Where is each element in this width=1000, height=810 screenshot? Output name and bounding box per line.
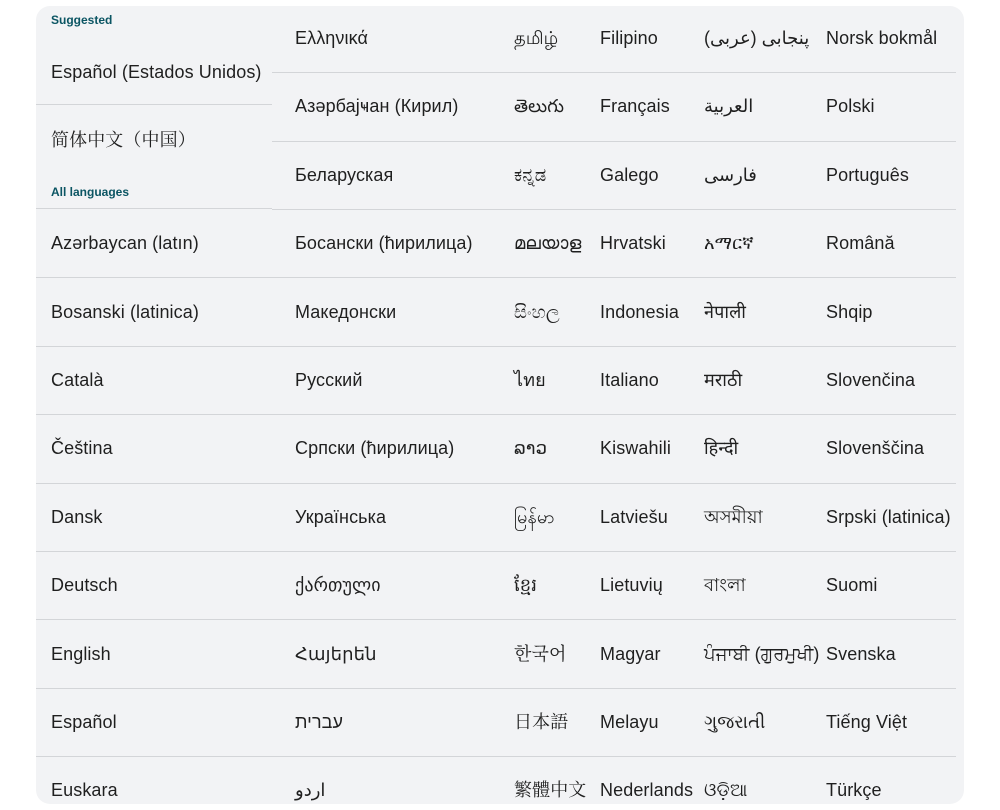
suggested-language-item[interactable]: Español (Estados Unidos) [51,62,262,82]
language-item[interactable]: Norsk bokmål [826,28,938,48]
row-divider [596,346,700,347]
language-item[interactable]: Srpski (latinica) [826,506,951,527]
row-divider [492,619,596,620]
language-item[interactable]: Türkçe [826,780,882,801]
language-item[interactable]: Shqip [826,301,873,322]
row-divider [700,619,822,620]
language-item[interactable]: עברית [295,712,344,732]
language-item[interactable]: Română [826,233,895,254]
row-divider [822,619,956,620]
row-divider [822,414,956,415]
language-item[interactable]: ଓଡ଼ିଆ [704,780,748,801]
language-item[interactable]: हिन्दी [704,438,739,459]
row-divider [596,209,700,210]
language-item[interactable]: ਪੰਜਾਬੀ (ਗੁਰਮੁਖੀ) [704,643,820,664]
language-item[interactable]: Kiswahili [600,438,671,459]
row-divider [36,619,272,620]
row-divider [492,551,596,552]
row-divider [492,688,596,689]
section-divider [36,208,272,209]
row-divider [492,277,596,278]
language-item[interactable]: العربية [704,96,754,117]
row-divider [272,688,492,689]
language-picker-panel [36,6,964,804]
language-item[interactable]: Українська [295,506,387,527]
row-divider [822,551,956,552]
language-item[interactable]: Босански (ћирилица) [295,233,473,254]
language-item[interactable]: Melayu [600,712,659,732]
language-item[interactable]: සිංහල [514,301,560,322]
language-item[interactable]: اردو [295,780,326,801]
row-divider [700,141,822,142]
language-item[interactable]: Беларуская [295,164,394,185]
row-divider [272,209,492,210]
row-divider [700,756,822,757]
language-item[interactable]: Svenska [826,643,896,664]
row-divider [36,483,272,484]
row-divider [492,346,596,347]
row-divider [822,346,956,347]
row-divider [700,209,822,210]
row-divider [492,209,596,210]
row-divider [822,277,956,278]
language-item[interactable]: Euskara [51,780,118,801]
language-item[interactable]: मराठी [704,370,743,390]
language-item[interactable]: മലയാള [514,233,582,254]
row-divider [596,141,700,142]
language-item[interactable]: Magyar [600,643,661,664]
row-divider [492,483,596,484]
row-divider [700,688,822,689]
row-divider [596,72,700,73]
row-divider [272,72,492,73]
row-divider [822,483,956,484]
row-divider [492,756,596,757]
language-item[interactable]: Hrvatski [600,233,666,254]
language-item[interactable]: Հայերեն [295,643,377,664]
language-item[interactable]: Ελληνικά [295,28,369,48]
language-item[interactable]: ગુજરાતી [704,712,766,732]
language-item[interactable]: Čeština [51,438,113,459]
language-item[interactable]: ಕನ್ನಡ [514,164,547,185]
row-divider [36,346,272,347]
language-item[interactable]: ລາວ [514,438,548,459]
language-item[interactable]: 日本語 [514,712,569,732]
language-item[interactable]: Filipino [600,28,658,48]
language-item[interactable]: తెలుగు [514,96,565,117]
row-divider [36,277,272,278]
language-item[interactable]: Azərbaycan (latın) [51,233,199,254]
row-divider [700,277,822,278]
row-divider [596,688,700,689]
row-divider [36,414,272,415]
language-item[interactable]: Dansk [51,506,103,527]
language-item[interactable]: فارسی [704,164,757,185]
row-divider [700,414,822,415]
language-item[interactable]: বাংলা [704,575,746,596]
language-item[interactable]: پنجابی (عربی) [704,28,810,48]
language-item[interactable]: አማርኛ [704,233,754,254]
row-divider [272,141,492,142]
language-item[interactable]: Македонски [295,301,397,322]
language-item[interactable]: ខ្មែរ [514,575,538,596]
language-item[interactable]: Slovenčina [826,370,916,390]
language-item[interactable]: Slovenščina [826,438,925,459]
language-item[interactable]: မြန်မာ [514,506,555,527]
row-divider [272,414,492,415]
language-item[interactable]: Азәрбајҹан (Кирил) [295,96,459,117]
language-item[interactable]: Русский [295,370,363,390]
language-item[interactable]: Bosanski (latinica) [51,301,199,322]
row-divider [596,619,700,620]
language-item[interactable]: Nederlands [600,780,694,801]
language-item[interactable]: ქართული [295,575,381,596]
suggested-section-label: Suggested [51,13,113,27]
suggested-language-item[interactable]: 简体中文（中国） [51,130,196,150]
row-divider [822,72,956,73]
language-item[interactable]: English [51,643,111,664]
row-divider [700,551,822,552]
row-divider [596,756,700,757]
all-languages-section-label: All languages [51,185,130,199]
language-item[interactable]: Latviešu [600,506,668,527]
row-divider [596,277,700,278]
row-divider [822,756,956,757]
language-item[interactable]: Tiếng Việt [826,712,908,732]
language-item[interactable]: ไทย [514,370,546,390]
row-divider [272,483,492,484]
language-item[interactable]: Français [600,96,670,117]
language-item[interactable]: 한국어 [514,643,567,664]
row-divider [700,346,822,347]
row-divider [36,756,272,757]
row-divider [272,277,492,278]
row-divider [596,551,700,552]
row-divider [492,72,596,73]
row-divider [822,209,956,210]
suggested-divider [36,104,272,105]
row-divider [492,414,596,415]
row-divider [36,551,272,552]
language-item[interactable]: Deutsch [51,575,118,596]
row-divider [596,414,700,415]
row-divider [492,141,596,142]
row-divider [272,756,492,757]
language-item[interactable]: Italiano [600,370,659,390]
row-divider [822,688,956,689]
row-divider [700,483,822,484]
language-item[interactable]: Català [51,370,104,390]
language-item[interactable]: Српски (ћирилица) [295,438,455,459]
language-item[interactable]: Indonesia [600,301,679,322]
language-item[interactable]: অসমীয়া [704,506,763,527]
language-item[interactable]: 繁體中文 [514,780,587,801]
row-divider [272,346,492,347]
row-divider [272,551,492,552]
language-item[interactable]: Lietuvių [600,575,663,596]
language-item[interactable]: Polski [826,96,875,117]
row-divider [596,483,700,484]
row-divider [272,619,492,620]
language-item[interactable]: Português [826,164,909,185]
language-item[interactable]: Español [51,712,117,732]
row-divider [822,141,956,142]
language-item[interactable]: Suomi [826,575,878,596]
language-item[interactable]: Galego [600,164,659,185]
language-item[interactable]: नेपाली [704,301,747,322]
row-divider [700,72,822,73]
row-divider [36,688,272,689]
language-item[interactable]: தமிழ் [514,28,559,48]
